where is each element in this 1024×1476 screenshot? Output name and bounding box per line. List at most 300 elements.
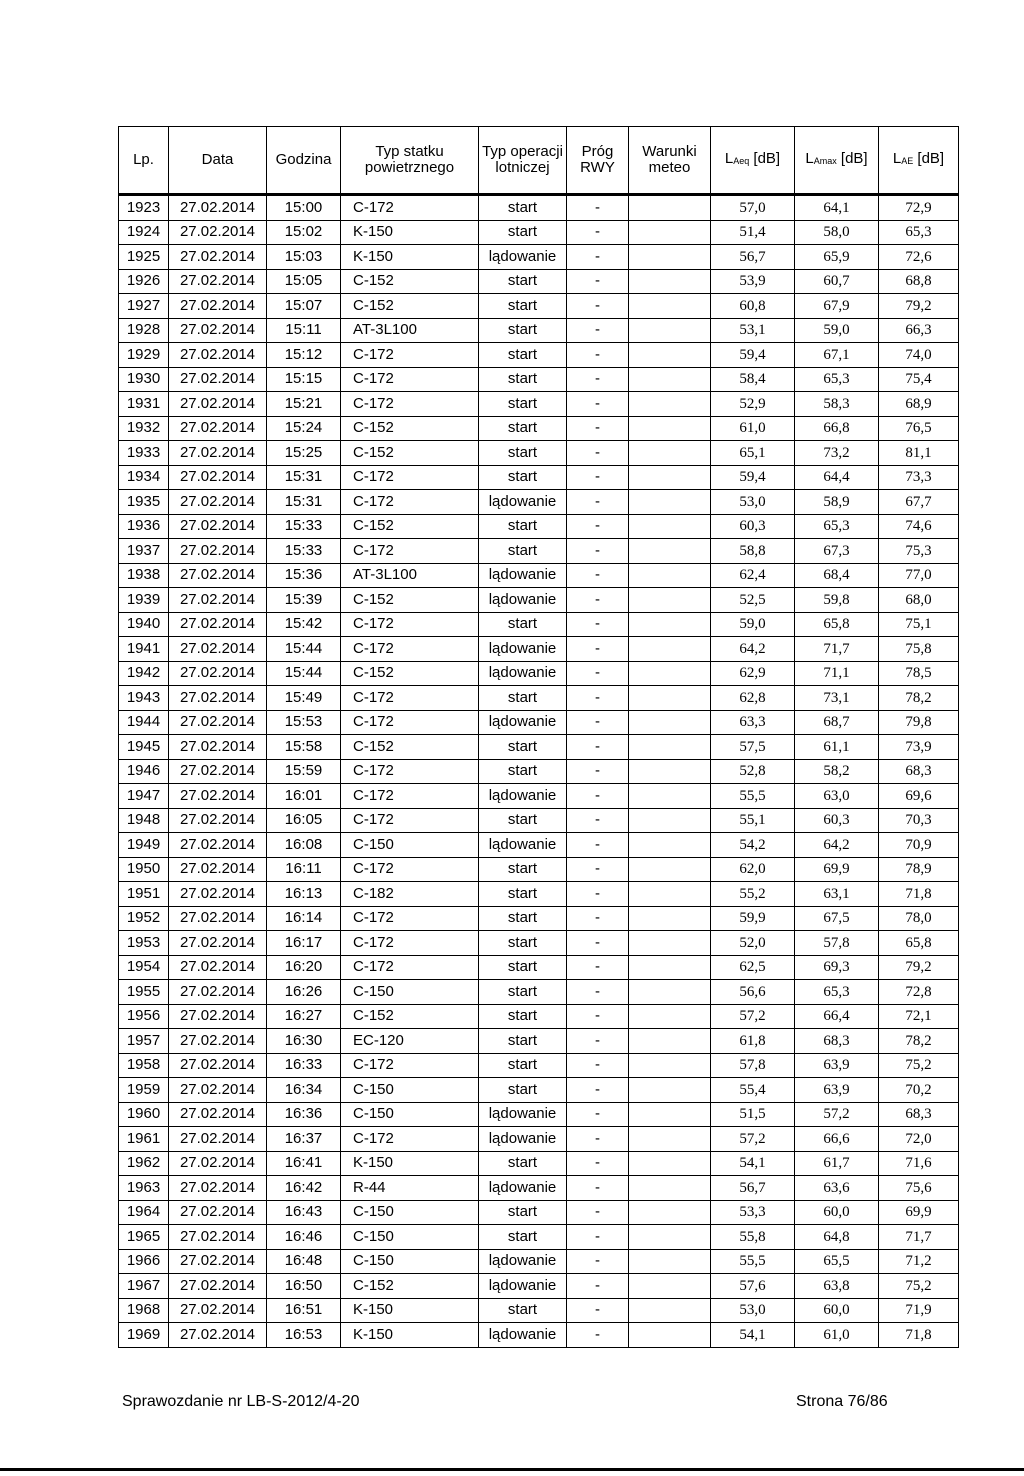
cell-laeq: 54,1: [711, 1151, 795, 1176]
cell-lae: 72,9: [879, 195, 959, 221]
table-row: [119, 539, 959, 564]
table-row: [119, 980, 959, 1005]
cell-typ-statku: C-182: [341, 882, 479, 907]
measurement-table: [118, 126, 959, 1348]
table-row: [119, 1200, 959, 1225]
cell-warunki-meteo: [629, 784, 711, 809]
cell-lamax: 66,8: [795, 416, 879, 441]
cell-typ-statku: AT-3L100: [341, 563, 479, 588]
cell-typ-statku: C-152: [341, 1274, 479, 1299]
cell-prog-rwy: -: [567, 1004, 629, 1029]
cell-lamax: 65,3: [795, 980, 879, 1005]
cell-typ-statku: C-172: [341, 367, 479, 392]
cell-laeq: 65,1: [711, 441, 795, 466]
cell-lamax: 60,3: [795, 808, 879, 833]
cell-prog-rwy: -: [567, 269, 629, 294]
cell-prog-rwy: -: [567, 612, 629, 637]
cell-data: 27.02.2014: [169, 637, 267, 662]
cell-prog-rwy: -: [567, 661, 629, 686]
cell-typ-statku: C-172: [341, 857, 479, 882]
cell-typ-operacji: start: [479, 1004, 567, 1029]
cell-prog-rwy: -: [567, 1176, 629, 1201]
cell-godzina: 15:03: [267, 245, 341, 270]
table-row: [119, 906, 959, 931]
cell-typ-statku: C-172: [341, 931, 479, 956]
cell-prog-rwy: -: [567, 686, 629, 711]
cell-data: 27.02.2014: [169, 1078, 267, 1103]
cell-prog-rwy: -: [567, 955, 629, 980]
cell-lamax: 67,5: [795, 906, 879, 931]
cell-lae: 75,8: [879, 637, 959, 662]
cell-laeq: 53,9: [711, 269, 795, 294]
cell-lamax: 58,2: [795, 759, 879, 784]
cell-warunki-meteo: [629, 490, 711, 515]
cell-godzina: 16:37: [267, 1127, 341, 1152]
cell-lae: 78,0: [879, 906, 959, 931]
cell-lae: 79,2: [879, 294, 959, 319]
cell-godzina: 16:30: [267, 1029, 341, 1054]
cell-typ-statku: C-172: [341, 539, 479, 564]
cell-data: 27.02.2014: [169, 465, 267, 490]
cell-prog-rwy: -: [567, 245, 629, 270]
cell-lp: 1952: [119, 906, 169, 931]
cell-lp: 1964: [119, 1200, 169, 1225]
cell-typ-operacji: lądowanie: [479, 784, 567, 809]
cell-lae: 70,9: [879, 833, 959, 858]
cell-typ-operacji: start: [479, 759, 567, 784]
cell-godzina: 16:20: [267, 955, 341, 980]
cell-lae: 71,7: [879, 1225, 959, 1250]
cell-warunki-meteo: [629, 195, 711, 221]
cell-laeq: 52,9: [711, 392, 795, 417]
cell-lp: 1960: [119, 1102, 169, 1127]
header-lae: [879, 127, 959, 195]
table-row: [119, 612, 959, 637]
cell-lae: 74,0: [879, 343, 959, 368]
cell-warunki-meteo: [629, 808, 711, 833]
cell-laeq: 55,2: [711, 882, 795, 907]
cell-godzina: 16:01: [267, 784, 341, 809]
cell-laeq: 51,4: [711, 220, 795, 245]
cell-prog-rwy: -: [567, 1225, 629, 1250]
cell-laeq: 53,0: [711, 490, 795, 515]
table-row: [119, 1274, 959, 1299]
cell-typ-operacji: start: [479, 931, 567, 956]
cell-godzina: 15:42: [267, 612, 341, 637]
cell-lae: 75,6: [879, 1176, 959, 1201]
cell-lamax: 73,2: [795, 441, 879, 466]
cell-typ-operacji: lądowanie: [479, 588, 567, 613]
table-row: [119, 808, 959, 833]
cell-data: 27.02.2014: [169, 318, 267, 343]
cell-data: 27.02.2014: [169, 612, 267, 637]
cell-data: 27.02.2014: [169, 195, 267, 221]
cell-lp: 1945: [119, 735, 169, 760]
cell-lae: 75,2: [879, 1053, 959, 1078]
cell-godzina: 16:42: [267, 1176, 341, 1201]
cell-typ-statku: AT-3L100: [341, 318, 479, 343]
cell-data: 27.02.2014: [169, 906, 267, 931]
header-lp: Lp.: [119, 127, 169, 195]
table-row: [119, 1323, 959, 1348]
cell-godzina: 15:07: [267, 294, 341, 319]
header-lamax-sub: Amax: [813, 156, 837, 166]
header-godzina: Godzina: [267, 127, 341, 195]
cell-lp: 1929: [119, 343, 169, 368]
cell-laeq: 56,7: [711, 245, 795, 270]
cell-data: 27.02.2014: [169, 514, 267, 539]
cell-laeq: 62,9: [711, 661, 795, 686]
cell-typ-operacji: start: [479, 1200, 567, 1225]
cell-lamax: 58,0: [795, 220, 879, 245]
cell-lp: 1946: [119, 759, 169, 784]
cell-data: 27.02.2014: [169, 1053, 267, 1078]
cell-godzina: 16:27: [267, 1004, 341, 1029]
cell-lp: 1933: [119, 441, 169, 466]
cell-laeq: 51,5: [711, 1102, 795, 1127]
cell-lae: 78,2: [879, 686, 959, 711]
cell-lamax: 63,0: [795, 784, 879, 809]
cell-typ-operacji: start: [479, 686, 567, 711]
cell-lamax: 65,5: [795, 1249, 879, 1274]
cell-laeq: 55,5: [711, 784, 795, 809]
cell-lae: 78,5: [879, 661, 959, 686]
table-row: [119, 245, 959, 270]
cell-data: 27.02.2014: [169, 1225, 267, 1250]
cell-data: 27.02.2014: [169, 1176, 267, 1201]
cell-typ-operacji: start: [479, 1029, 567, 1054]
table-row: [119, 857, 959, 882]
cell-typ-statku: C-172: [341, 906, 479, 931]
cell-warunki-meteo: [629, 1078, 711, 1103]
cell-lae: 74,6: [879, 514, 959, 539]
cell-data: 27.02.2014: [169, 269, 267, 294]
cell-warunki-meteo: [629, 833, 711, 858]
cell-laeq: 55,1: [711, 808, 795, 833]
cell-typ-operacji: start: [479, 906, 567, 931]
cell-data: 27.02.2014: [169, 710, 267, 735]
cell-data: 27.02.2014: [169, 1029, 267, 1054]
cell-typ-operacji: start: [479, 343, 567, 368]
cell-lae: 65,8: [879, 931, 959, 956]
page-number: Strona 76/86: [796, 1393, 888, 1410]
cell-data: 27.02.2014: [169, 857, 267, 882]
cell-warunki-meteo: [629, 1053, 711, 1078]
cell-lp: 1965: [119, 1225, 169, 1250]
cell-typ-operacji: start: [479, 514, 567, 539]
cell-lp: 1950: [119, 857, 169, 882]
cell-typ-operacji: lądowanie: [479, 710, 567, 735]
header-typ-statku: Typ statku powietrznego: [341, 127, 479, 195]
cell-godzina: 15:00: [267, 195, 341, 221]
cell-prog-rwy: -: [567, 710, 629, 735]
cell-lamax: 68,3: [795, 1029, 879, 1054]
cell-lp: 1937: [119, 539, 169, 564]
bottom-rule: [0, 1468, 1024, 1471]
cell-laeq: 54,2: [711, 833, 795, 858]
cell-godzina: 15:49: [267, 686, 341, 711]
table-row: [119, 1004, 959, 1029]
cell-warunki-meteo: [629, 465, 711, 490]
cell-lae: 71,9: [879, 1298, 959, 1323]
cell-typ-operacji: start: [479, 980, 567, 1005]
cell-lae: 68,3: [879, 759, 959, 784]
cell-lp: 1925: [119, 245, 169, 270]
cell-lae: 75,2: [879, 1274, 959, 1299]
cell-prog-rwy: -: [567, 637, 629, 662]
cell-lamax: 64,2: [795, 833, 879, 858]
table-row: [119, 1053, 959, 1078]
cell-lp: 1944: [119, 710, 169, 735]
cell-lamax: 66,6: [795, 1127, 879, 1152]
cell-godzina: 15:39: [267, 588, 341, 613]
cell-typ-operacji: lądowanie: [479, 1249, 567, 1274]
table-row: [119, 1225, 959, 1250]
cell-godzina: 16:48: [267, 1249, 341, 1274]
cell-typ-operacji: lądowanie: [479, 563, 567, 588]
cell-typ-statku: K-150: [341, 245, 479, 270]
cell-data: 27.02.2014: [169, 1249, 267, 1274]
cell-laeq: 56,6: [711, 980, 795, 1005]
cell-godzina: 15:58: [267, 735, 341, 760]
cell-godzina: 16:26: [267, 980, 341, 1005]
cell-lamax: 65,9: [795, 245, 879, 270]
cell-typ-operacji: start: [479, 416, 567, 441]
cell-lamax: 67,3: [795, 539, 879, 564]
cell-typ-statku: C-172: [341, 392, 479, 417]
header-laeq-main: L: [724, 150, 734, 167]
cell-warunki-meteo: [629, 906, 711, 931]
cell-lp: 1966: [119, 1249, 169, 1274]
table-row: [119, 759, 959, 784]
cell-laeq: 58,4: [711, 367, 795, 392]
table-row: [119, 563, 959, 588]
cell-lamax: 73,1: [795, 686, 879, 711]
cell-godzina: 15:02: [267, 220, 341, 245]
cell-warunki-meteo: [629, 318, 711, 343]
cell-data: 27.02.2014: [169, 686, 267, 711]
cell-warunki-meteo: [629, 735, 711, 760]
cell-lamax: 57,8: [795, 931, 879, 956]
cell-laeq: 59,9: [711, 906, 795, 931]
cell-lae: 69,6: [879, 784, 959, 809]
table-row: [119, 514, 959, 539]
cell-warunki-meteo: [629, 980, 711, 1005]
cell-data: 27.02.2014: [169, 245, 267, 270]
cell-warunki-meteo: [629, 1029, 711, 1054]
cell-warunki-meteo: [629, 1323, 711, 1348]
cell-prog-rwy: -: [567, 1029, 629, 1054]
cell-lp: 1956: [119, 1004, 169, 1029]
cell-typ-operacji: start: [479, 882, 567, 907]
header-data: Data: [169, 127, 267, 195]
cell-data: 27.02.2014: [169, 294, 267, 319]
cell-lae: 79,8: [879, 710, 959, 735]
cell-lamax: 65,3: [795, 514, 879, 539]
table-row: [119, 588, 959, 613]
cell-godzina: 16:05: [267, 808, 341, 833]
cell-prog-rwy: -: [567, 735, 629, 760]
cell-lae: 68,0: [879, 588, 959, 613]
cell-lp: 1947: [119, 784, 169, 809]
cell-warunki-meteo: [629, 1004, 711, 1029]
table-row: [119, 220, 959, 245]
cell-lae: 72,1: [879, 1004, 959, 1029]
cell-laeq: 64,2: [711, 637, 795, 662]
table-row: [119, 269, 959, 294]
cell-lp: 1969: [119, 1323, 169, 1348]
cell-godzina: 15:24: [267, 416, 341, 441]
cell-typ-statku: C-150: [341, 1225, 479, 1250]
cell-typ-operacji: lądowanie: [479, 1323, 567, 1348]
cell-warunki-meteo: [629, 1151, 711, 1176]
table-row: [119, 931, 959, 956]
cell-lamax: 71,7: [795, 637, 879, 662]
cell-lp: 1949: [119, 833, 169, 858]
cell-typ-operacji: lądowanie: [479, 661, 567, 686]
cell-godzina: 16:46: [267, 1225, 341, 1250]
cell-lp: 1957: [119, 1029, 169, 1054]
cell-lamax: 58,3: [795, 392, 879, 417]
cell-typ-operacji: start: [479, 392, 567, 417]
cell-lp: 1938: [119, 563, 169, 588]
header-warunki-meteo: Warunki meteo: [629, 127, 711, 195]
cell-typ-operacji: start: [479, 1298, 567, 1323]
header-lamax-main: L: [805, 150, 814, 167]
cell-warunki-meteo: [629, 637, 711, 662]
cell-warunki-meteo: [629, 563, 711, 588]
cell-data: 27.02.2014: [169, 539, 267, 564]
cell-data: 27.02.2014: [169, 1151, 267, 1176]
cell-typ-statku: C-172: [341, 955, 479, 980]
cell-lamax: 65,3: [795, 367, 879, 392]
cell-lamax: 67,9: [795, 294, 879, 319]
cell-warunki-meteo: [629, 612, 711, 637]
cell-typ-operacji: start: [479, 465, 567, 490]
cell-typ-statku: C-172: [341, 637, 479, 662]
cell-typ-statku: C-152: [341, 514, 479, 539]
cell-godzina: 16:14: [267, 906, 341, 931]
cell-data: 27.02.2014: [169, 735, 267, 760]
cell-lp: 1936: [119, 514, 169, 539]
cell-godzina: 16:17: [267, 931, 341, 956]
cell-godzina: 16:50: [267, 1274, 341, 1299]
cell-lae: 66,3: [879, 318, 959, 343]
cell-typ-operacji: lądowanie: [479, 245, 567, 270]
cell-typ-operacji: start: [479, 735, 567, 760]
cell-prog-rwy: -: [567, 367, 629, 392]
cell-lp: 1951: [119, 882, 169, 907]
cell-laeq: 57,2: [711, 1004, 795, 1029]
cell-lae: 78,9: [879, 857, 959, 882]
table-row: [119, 955, 959, 980]
cell-laeq: 53,0: [711, 1298, 795, 1323]
cell-laeq: 62,5: [711, 955, 795, 980]
cell-lae: 73,3: [879, 465, 959, 490]
cell-typ-statku: C-172: [341, 1053, 479, 1078]
cell-laeq: 57,2: [711, 1127, 795, 1152]
cell-lp: 1934: [119, 465, 169, 490]
cell-typ-statku: C-172: [341, 784, 479, 809]
cell-lamax: 68,4: [795, 563, 879, 588]
header-laeq-sub: Aeq: [733, 156, 750, 166]
cell-lae: 79,2: [879, 955, 959, 980]
header-typ-operacji: Typ operacji lotniczej: [479, 127, 567, 195]
cell-laeq: 57,6: [711, 1274, 795, 1299]
cell-data: 27.02.2014: [169, 833, 267, 858]
cell-lp: 1943: [119, 686, 169, 711]
cell-typ-operacji: lądowanie: [479, 1176, 567, 1201]
cell-typ-operacji: start: [479, 294, 567, 319]
cell-lae: 71,6: [879, 1151, 959, 1176]
cell-data: 27.02.2014: [169, 563, 267, 588]
cell-typ-operacji: start: [479, 539, 567, 564]
cell-laeq: 52,8: [711, 759, 795, 784]
cell-typ-statku: K-150: [341, 1151, 479, 1176]
cell-godzina: 16:43: [267, 1200, 341, 1225]
cell-prog-rwy: -: [567, 294, 629, 319]
cell-warunki-meteo: [629, 294, 711, 319]
header-lae-unit: [dB]: [913, 150, 945, 167]
cell-lamax: 61,7: [795, 1151, 879, 1176]
cell-prog-rwy: -: [567, 392, 629, 417]
cell-lp: 1954: [119, 955, 169, 980]
cell-typ-statku: C-172: [341, 808, 479, 833]
cell-lae: 72,8: [879, 980, 959, 1005]
cell-lae: 71,8: [879, 1323, 959, 1348]
cell-prog-rwy: -: [567, 1102, 629, 1127]
cell-typ-operacji: lądowanie: [479, 1102, 567, 1127]
cell-typ-operacji: start: [479, 857, 567, 882]
table-row: [119, 833, 959, 858]
cell-lp: 1948: [119, 808, 169, 833]
cell-lp: 1959: [119, 1078, 169, 1103]
cell-prog-rwy: -: [567, 1053, 629, 1078]
cell-data: 27.02.2014: [169, 784, 267, 809]
cell-prog-rwy: -: [567, 343, 629, 368]
cell-data: 27.02.2014: [169, 1274, 267, 1299]
cell-typ-operacji: start: [479, 220, 567, 245]
cell-lamax: 63,9: [795, 1078, 879, 1103]
cell-lamax: 63,9: [795, 1053, 879, 1078]
cell-lamax: 61,0: [795, 1323, 879, 1348]
cell-lae: 76,5: [879, 416, 959, 441]
cell-typ-operacji: start: [479, 1151, 567, 1176]
cell-warunki-meteo: [629, 343, 711, 368]
cell-warunki-meteo: [629, 416, 711, 441]
cell-prog-rwy: -: [567, 1151, 629, 1176]
cell-typ-statku: C-152: [341, 661, 479, 686]
cell-lamax: 60,0: [795, 1298, 879, 1323]
cell-lae: 70,3: [879, 808, 959, 833]
cell-lamax: 67,1: [795, 343, 879, 368]
cell-godzina: 15:15: [267, 367, 341, 392]
cell-prog-rwy: -: [567, 1298, 629, 1323]
cell-typ-operacji: start: [479, 1053, 567, 1078]
cell-lp: 1967: [119, 1274, 169, 1299]
cell-lamax: 60,0: [795, 1200, 879, 1225]
cell-lae: 68,8: [879, 269, 959, 294]
cell-prog-rwy: -: [567, 1249, 629, 1274]
cell-warunki-meteo: [629, 759, 711, 784]
cell-warunki-meteo: [629, 1298, 711, 1323]
table-row: [119, 1102, 959, 1127]
cell-typ-statku: C-172: [341, 686, 479, 711]
cell-lae: 69,9: [879, 1200, 959, 1225]
cell-typ-operacji: start: [479, 318, 567, 343]
cell-godzina: 15:25: [267, 441, 341, 466]
header-prog-rwy: Próg RWY: [567, 127, 629, 195]
